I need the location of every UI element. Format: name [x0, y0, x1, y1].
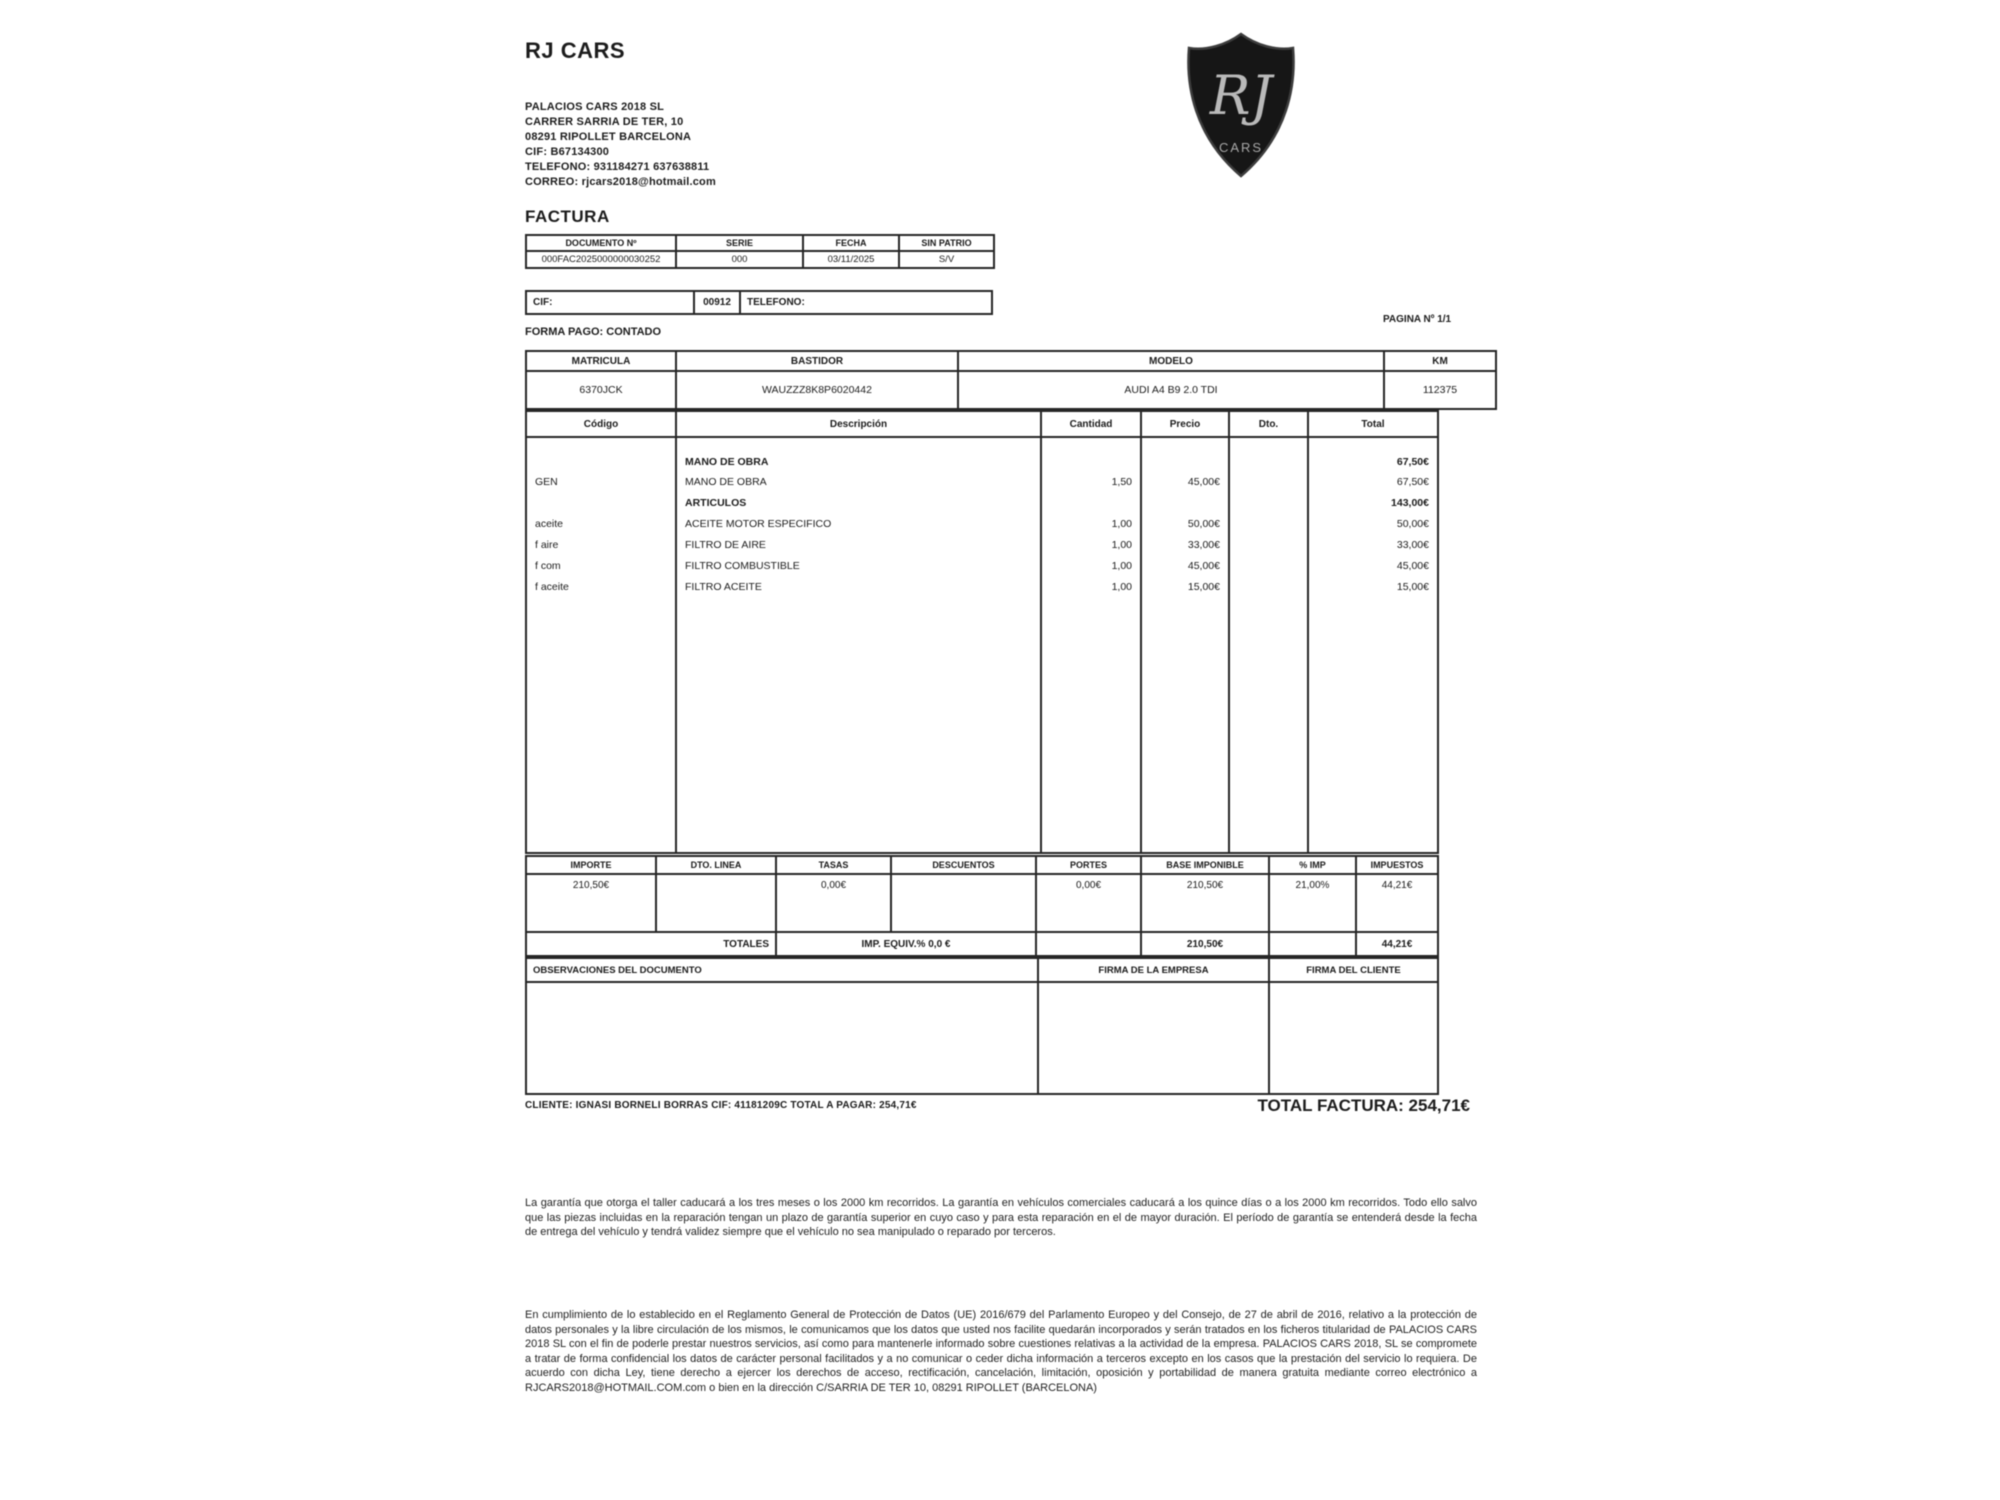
document-title: FACTURA: [525, 207, 610, 226]
portes-value: 0,00€: [1036, 874, 1141, 896]
vehicle-table: [525, 350, 1497, 410]
address-line: 08291 RIPOLLET BARCELONA: [525, 131, 692, 143]
matricula-value: 6370JCK: [526, 371, 676, 409]
client-code: 00912: [693, 292, 741, 313]
item-price: 45,00€: [1141, 471, 1229, 492]
doc-number-header: DOCUMENTO Nº: [526, 235, 676, 251]
item-qty: 1,00: [1041, 534, 1141, 555]
address-line: PALACIOS CARS 2018 SL: [525, 101, 665, 113]
tasas-header: TASAS: [776, 856, 891, 874]
bastidor-value: WAUZZZ8K8P6020442: [676, 371, 958, 409]
item-price: [1141, 437, 1229, 471]
equiv-note: IMP. EQUIV.% 0,0 €: [776, 932, 1036, 956]
observations-box: [526, 982, 1038, 1094]
km-value: 112375: [1384, 371, 1496, 409]
items-empty-space: [526, 597, 1438, 853]
item-row: [526, 555, 1438, 576]
item-total: 67,50€: [1308, 437, 1438, 471]
serie-header: SERIE: [676, 235, 803, 251]
base-imponible-value: 210,50€: [1141, 874, 1269, 896]
tasas-value: 0,00€: [776, 874, 891, 896]
item-code: GEN: [526, 471, 676, 492]
dto-header: Dto.: [1229, 411, 1308, 437]
grand-totals-row: [526, 932, 1438, 956]
item-total: 50,00€: [1308, 513, 1438, 534]
signature-section: [525, 957, 1439, 1095]
totals-empty-space: [526, 896, 1438, 932]
item-discount: [1229, 437, 1308, 471]
warranty-text: La garantía que otorga el taller caducará a los tres meses o los 2000 km recorridos. La garantía en vehículos comerciales caducará a los quince días o a los 2000 km recorridos. Todo ello salvo que las piezas incluidas en la reparación tengan un plazo de garantía superior en cuyo caso y para esta reparación en el de mayor duración. El período de garantía se entenderá desde la fecha de entrega del vehículo y tendrá validez siempre que el vehículo no sea manipulado o reparado por terceros.: [525, 1197, 1477, 1238]
item-discount: [1229, 513, 1308, 534]
address-line: CIF: B67134300: [525, 146, 610, 158]
logo-caption: CARS: [1218, 140, 1264, 155]
item-discount: [1229, 555, 1308, 576]
item-code: f aceite: [526, 576, 676, 597]
item-row: [526, 576, 1438, 597]
payment-terms: FORMA PAGO: CONTADO: [525, 326, 662, 338]
item-total: 33,00€: [1308, 534, 1438, 555]
company-logo: [1183, 30, 1299, 185]
item-qty: 1,00: [1041, 555, 1141, 576]
company-address: [525, 100, 716, 190]
item-discount: [1229, 471, 1308, 492]
item-row: [526, 534, 1438, 555]
codigo-header: Código: [526, 411, 676, 437]
company-name: RJ CARS: [525, 38, 626, 63]
fecha-value: 03/11/2025: [803, 251, 899, 268]
item-description: FILTRO COMBUSTIBLE: [676, 555, 1041, 576]
item-row: [526, 513, 1438, 534]
cif-label: CIF:: [533, 297, 553, 308]
cantidad-header: Cantidad: [1041, 411, 1141, 437]
importe-value: 210,50€: [526, 874, 656, 896]
impuestos-header: IMPUESTOS: [1356, 856, 1438, 874]
item-price: 45,00€: [1141, 555, 1229, 576]
client-signature-label: FIRMA DEL CLIENTE: [1269, 958, 1438, 982]
item-qty: [1041, 437, 1141, 471]
item-total: 143,00€: [1308, 492, 1438, 513]
address-line: CORREO: rjcars2018@hotmail.com: [525, 176, 716, 188]
modelo-header: MODELO: [958, 351, 1384, 371]
dto-linea-header: DTO. LINEA: [656, 856, 776, 874]
client-signature-box: [1269, 982, 1438, 1094]
fecha-header: FECHA: [803, 235, 899, 251]
line-items-table: [525, 410, 1439, 854]
doc-info-header-row: [526, 235, 994, 251]
totals-table: [525, 855, 1439, 957]
cif-telefono-box: [525, 290, 993, 315]
doc-number-value: 000FAC2025000000030252: [526, 251, 676, 268]
item-description: MANO DE OBRA: [676, 437, 1041, 471]
item-description: FILTRO ACEITE: [676, 576, 1041, 597]
km-header: KM: [1384, 351, 1496, 371]
total-header: Total: [1308, 411, 1438, 437]
item-code: aceite: [526, 513, 676, 534]
portes-header: PORTES: [1036, 856, 1141, 874]
item-total: 15,00€: [1308, 576, 1438, 597]
item-row: [526, 437, 1438, 471]
item-description: ARTICULOS: [676, 492, 1041, 513]
doc-info-value-row: [526, 251, 994, 268]
item-qty: 1,00: [1041, 513, 1141, 534]
bastidor-header: BASTIDOR: [676, 351, 958, 371]
base-imponible-header: BASE IMPONIBLE: [1141, 856, 1269, 874]
vehicle-value-row: [526, 371, 1496, 409]
totales-tax: 44,21€: [1356, 932, 1438, 956]
page-number: PAGINA Nº 1/1: [1383, 314, 1452, 325]
doc-info-table: [525, 234, 995, 269]
item-total: 45,00€: [1308, 555, 1438, 576]
item-price: 15,00€: [1141, 576, 1229, 597]
item-row: [526, 492, 1438, 513]
signature-boxes-row: [526, 982, 1438, 1094]
item-code: [526, 492, 676, 513]
items-header-row: [526, 411, 1438, 437]
gdpr-text: En cumplimiento de lo establecido en el Reglamento General de Protección de Datos (UE) 2016/679 del Parlamento Europeo y del Consejo, de 27 de abril de 2016, relativo a la protección de datos personales y la libre circulación de los mismos, le comunicamos que los datos que usted nos facilite quedarán incorporados y serán tratados en los ficheros titularidad de PALACIOS CARS 2018 SL con el fin de poderle prestar nuestros servicios, así como para mantenerle informado sobre cuestiones relativas a la actividad de la empresa. PALACIOS CARS 2018, SL se compromete a tratar de forma confidencial los datos de carácter personal facilitados y a no comunicar o ceder dicha información a terceros excepto en los casos que la prestación del servicio lo requiera. De acuerdo con dicha Ley, tiene derecho a ejercer los derechos de acceso, rectificación, cancelación, limitación, oposición y portabilidad de manera gratuita mediante correo electrónico a RJCARS2018@HOTMAIL.COM.com o bien en la dirección C/SARRIA DE TER 10, 08291 RIPOLLET (BARCELONA): [525, 1309, 1477, 1394]
totals-value-row: [526, 874, 1438, 896]
impuestos-value: 44,21€: [1356, 874, 1438, 896]
observations-label: OBSERVACIONES DEL DOCUMENTO: [526, 958, 1038, 982]
descripcion-header: Descripción: [676, 411, 1041, 437]
precio-header: Precio: [1141, 411, 1229, 437]
company-signature-box: [1038, 982, 1269, 1094]
item-description: ACEITE MOTOR ESPECIFICO: [676, 513, 1041, 534]
address-line: CARRER SARRIA DE TER, 10: [525, 116, 684, 128]
item-description: FILTRO DE AIRE: [676, 534, 1041, 555]
item-qty: 1,50: [1041, 471, 1141, 492]
importe-header: IMPORTE: [526, 856, 656, 874]
item-description: MANO DE OBRA: [676, 471, 1041, 492]
totals-header-row: [526, 856, 1438, 874]
item-qty: [1041, 492, 1141, 513]
item-qty: 1,00: [1041, 576, 1141, 597]
item-discount: [1229, 576, 1308, 597]
item-code: f com: [526, 555, 676, 576]
item-code: [526, 437, 676, 471]
pct-imp-value: 21,00%: [1269, 874, 1356, 896]
shield-icon: [1183, 30, 1299, 180]
item-price: 33,00€: [1141, 534, 1229, 555]
client-summary-line: CLIENTE: IGNASI BORNELI BORRAS CIF: 41181209C TOTAL A PAGAR: 254,71€: [525, 1100, 917, 1111]
matricula-header: MATRICULA: [526, 351, 676, 371]
invoice-total: TOTAL FACTURA: 254,71€: [1257, 1096, 1470, 1115]
telefono-label: TELEFONO:: [747, 297, 805, 308]
signature-header-row: [526, 958, 1438, 982]
pct-imp-header: % IMP: [1269, 856, 1356, 874]
item-row: [526, 471, 1438, 492]
item-discount: [1229, 534, 1308, 555]
address-line: TELEFONO: 931184271 637638811: [525, 161, 710, 173]
serie-value: 000: [676, 251, 803, 268]
dto-linea-value: [656, 874, 776, 896]
item-price: 50,00€: [1141, 513, 1229, 534]
descuentos-value: [891, 874, 1036, 896]
item-code: f aire: [526, 534, 676, 555]
company-signature-label: FIRMA DE LA EMPRESA: [1038, 958, 1269, 982]
vehicle-header-row: [526, 351, 1496, 371]
logo-monogram: RJ: [1209, 64, 1273, 127]
totales-base: 210,50€: [1141, 932, 1269, 956]
modelo-value: AUDI A4 B9 2.0 TDI: [958, 371, 1384, 409]
descuentos-header: DESCUENTOS: [891, 856, 1036, 874]
extra-value: S/V: [899, 251, 994, 268]
totales-label: TOTALES: [526, 932, 776, 956]
item-price: [1141, 492, 1229, 513]
extra-header: SIN PATRIO: [899, 235, 994, 251]
item-discount: [1229, 492, 1308, 513]
item-total: 67,50€: [1308, 471, 1438, 492]
